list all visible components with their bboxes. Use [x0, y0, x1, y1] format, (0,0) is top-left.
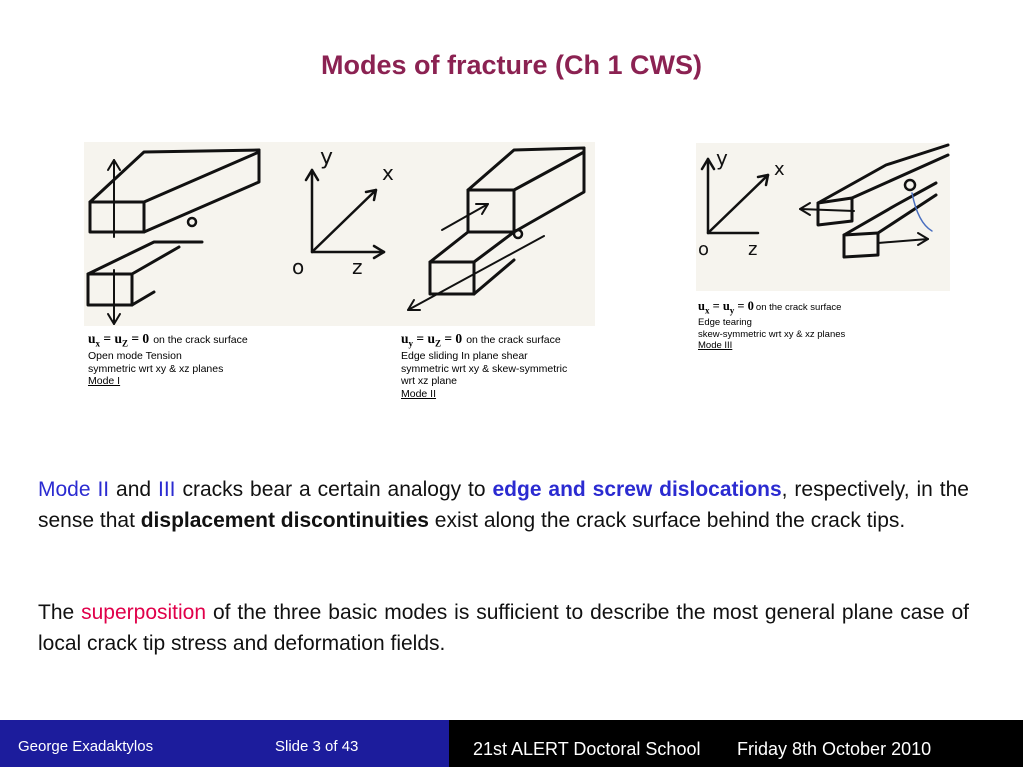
footer-author: George Exadaktylos: [18, 738, 154, 755]
mode-i-ii-sketch: [84, 142, 595, 326]
axes-mode-iii: [698, 146, 785, 260]
slide-title: Modes of fracture (Ch 1 CWS): [320, 50, 703, 80]
mode-i-lower-beam: [88, 242, 202, 305]
svg-text:y: y: [716, 146, 728, 170]
mode-ii-caption: $u_y = u_Z = 0$ on the crack surface Edge sliding In plane shear symmetric wrt xy & skew-symmetric wrt xz plane Mode II: [401, 331, 568, 400]
footer-date: Friday 8th October 2010: [737, 739, 932, 759]
paragraph-analogy: Mode II and III cracks bear a certain analogy to edge and screw dislocations, respectively, in the sense that displacement discontinuities exist along the crack surface behind the crack tips.: [38, 478, 969, 532]
footer-left: [0, 720, 449, 767]
mode-iii-beam: [800, 145, 948, 257]
footer-event: 21st ALERT Doctoral School: [473, 739, 701, 759]
mode-iii-sketch: [696, 143, 950, 291]
svg-text:y: y: [320, 145, 334, 170]
svg-text:x: x: [774, 159, 785, 180]
svg-text:z: z: [748, 239, 758, 260]
mode-i-caption: $u_x = u_Z = 0$ on the crack surface Open mode Tension symmetric wrt xy & xz planes Mode I: [88, 331, 248, 388]
axes-mode-i-ii: [292, 145, 394, 279]
mode-iii-caption: $u_x = u_y = 0$ on the crack surface Edge tearing skew-symmetric wrt xy & xz planes Mode III: [698, 299, 846, 351]
svg-text:x: x: [382, 161, 394, 185]
svg-text:o: o: [698, 239, 710, 260]
footer-right: [449, 720, 1023, 767]
svg-text:z: z: [352, 255, 363, 279]
mode-ii-lower-beam: [430, 232, 514, 294]
paragraph-superposition: The superposition of the three basic modes is sufficient to describe the most general plane case of local crack tip stress and deformation fields.: [38, 601, 969, 655]
mode-ii-upper-beam: [468, 148, 584, 238]
footer-slide-number: Slide 3 of 43: [275, 738, 359, 755]
footer: [0, 720, 1023, 767]
svg-text:o: o: [292, 255, 305, 279]
